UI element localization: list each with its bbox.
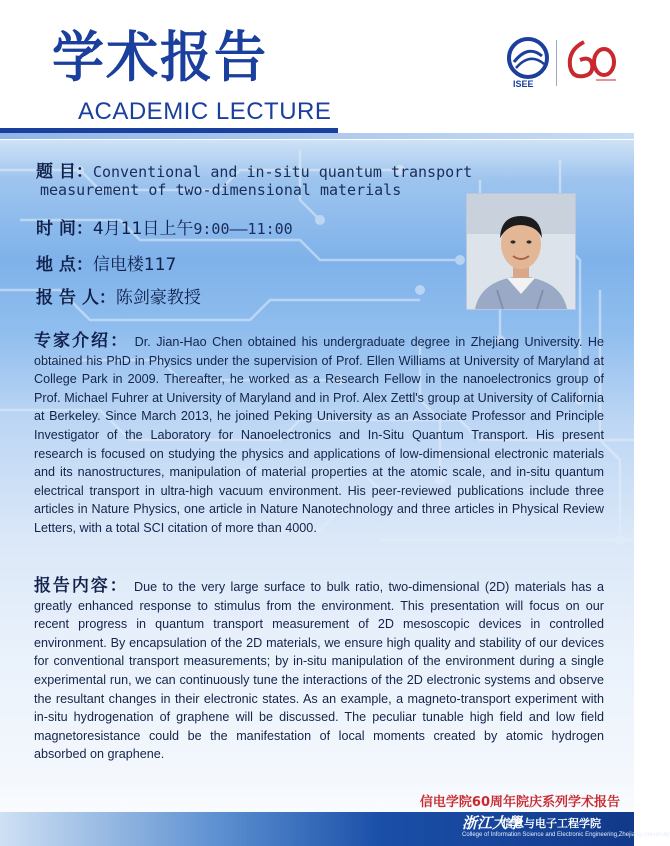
isee-logo-icon [506, 36, 550, 80]
place-row [36, 250, 176, 275]
department-name-en: College of Information Science and Electronic Engineering,Zhejiang University [462, 832, 670, 838]
abstract-text: Due to the very large surface to bulk ratio, two-dimensional (2D) materials has a greatly enhanced response to stimulus from the environment. This presentation will focus on our recent progress in quantum transport measurement of 2D mesoscopic devices in controlled environment. By encapsulation of the 2D materials, we ensure high quality and stability of our devices for conventional transport measurements; by in-situ manipulation of the environment during a single experimental run, we can continuously tune the interactions of the 2D electronic systems and observe the resultant changes in their electronic states. As an example, a magneto-transport experiment with in-situ hydrogenation of graphene will be discussed. The peculiar tunable high field and low field magnetoresistance could be the manifestation of local moments created by atomic hydrogen absorbed on graphene. [34, 580, 605, 762]
time-range: 9:00——11:00 [193, 220, 293, 238]
university-name: 浙江大學 [462, 814, 523, 832]
speaker-label: 报 告 人： [36, 288, 116, 308]
speaker-row [36, 283, 201, 308]
topic-row-2 [40, 181, 401, 199]
bio-heading: 专家介绍： [34, 331, 130, 351]
speaker-bio [34, 332, 604, 538]
header [0, 0, 634, 140]
page-title: 学术报告 [52, 26, 269, 90]
topic-label: 题 目： [36, 162, 93, 182]
topic-line1: Conventional and in-situ quantum transport [92, 163, 473, 181]
topic-row [36, 157, 472, 182]
time-row [36, 214, 293, 239]
speaker-photo [466, 193, 576, 310]
logo-divider [556, 40, 557, 86]
isee-logo-text: ISEE [513, 79, 534, 89]
abstract-heading: 报告内容： [34, 576, 129, 596]
sixty-anniversary-logo-icon [562, 36, 618, 84]
topic-line2: measurement of two-dimensional materials [40, 181, 402, 199]
time-date: 4月11日上午 [92, 219, 194, 239]
time-label: 时 间： [36, 219, 93, 239]
lecture-abstract [34, 577, 604, 764]
bio-text: Dr. Jian-Hao Chen obtained his undergraduate degree in Zhejiang University. He obtained his PhD in Physics under the supervision of Prof. Ellen Williams at University of Maryland at College Park in 2009. Thereafter, he worked as a Research Fellow in the nanoelectronics group of Prof. Michael Fuhrer at University of Maryland and in Prof. Alex Zettl's group at University of California at Berkeley. Since March 2013, he joined Peking University as an Associate Professor and Principle Investigator of the Laboratory for Nanoelectronics and In-Situ Quantum Transport. His present research is focused on studying the physics and applications of low-dimensional electronic materials and its nanostructures, manipulation of material properties at the atomic scale, and in-situ quantum electrical transport in ultra-high vacuum environment. His peer-reviewed publications include three articles in Nature Physics, one article in Nature Nanotechnology and three articles in Physical Review Letters, with a total SCI citation of more than 4000. [34, 335, 605, 535]
header-divider-light [0, 133, 634, 139]
speaker-value: 陈剑豪教授 [115, 288, 201, 308]
series-caption: 信电学院60周年院庆系列学术报告 [419, 795, 620, 810]
place-label: 地 点： [36, 255, 93, 275]
page-subtitle: ACADEMIC LECTURE [78, 98, 332, 125]
place-value: 信电楼117 [92, 255, 177, 275]
department-name-cn: 信息与电子工程学院 [502, 817, 601, 830]
